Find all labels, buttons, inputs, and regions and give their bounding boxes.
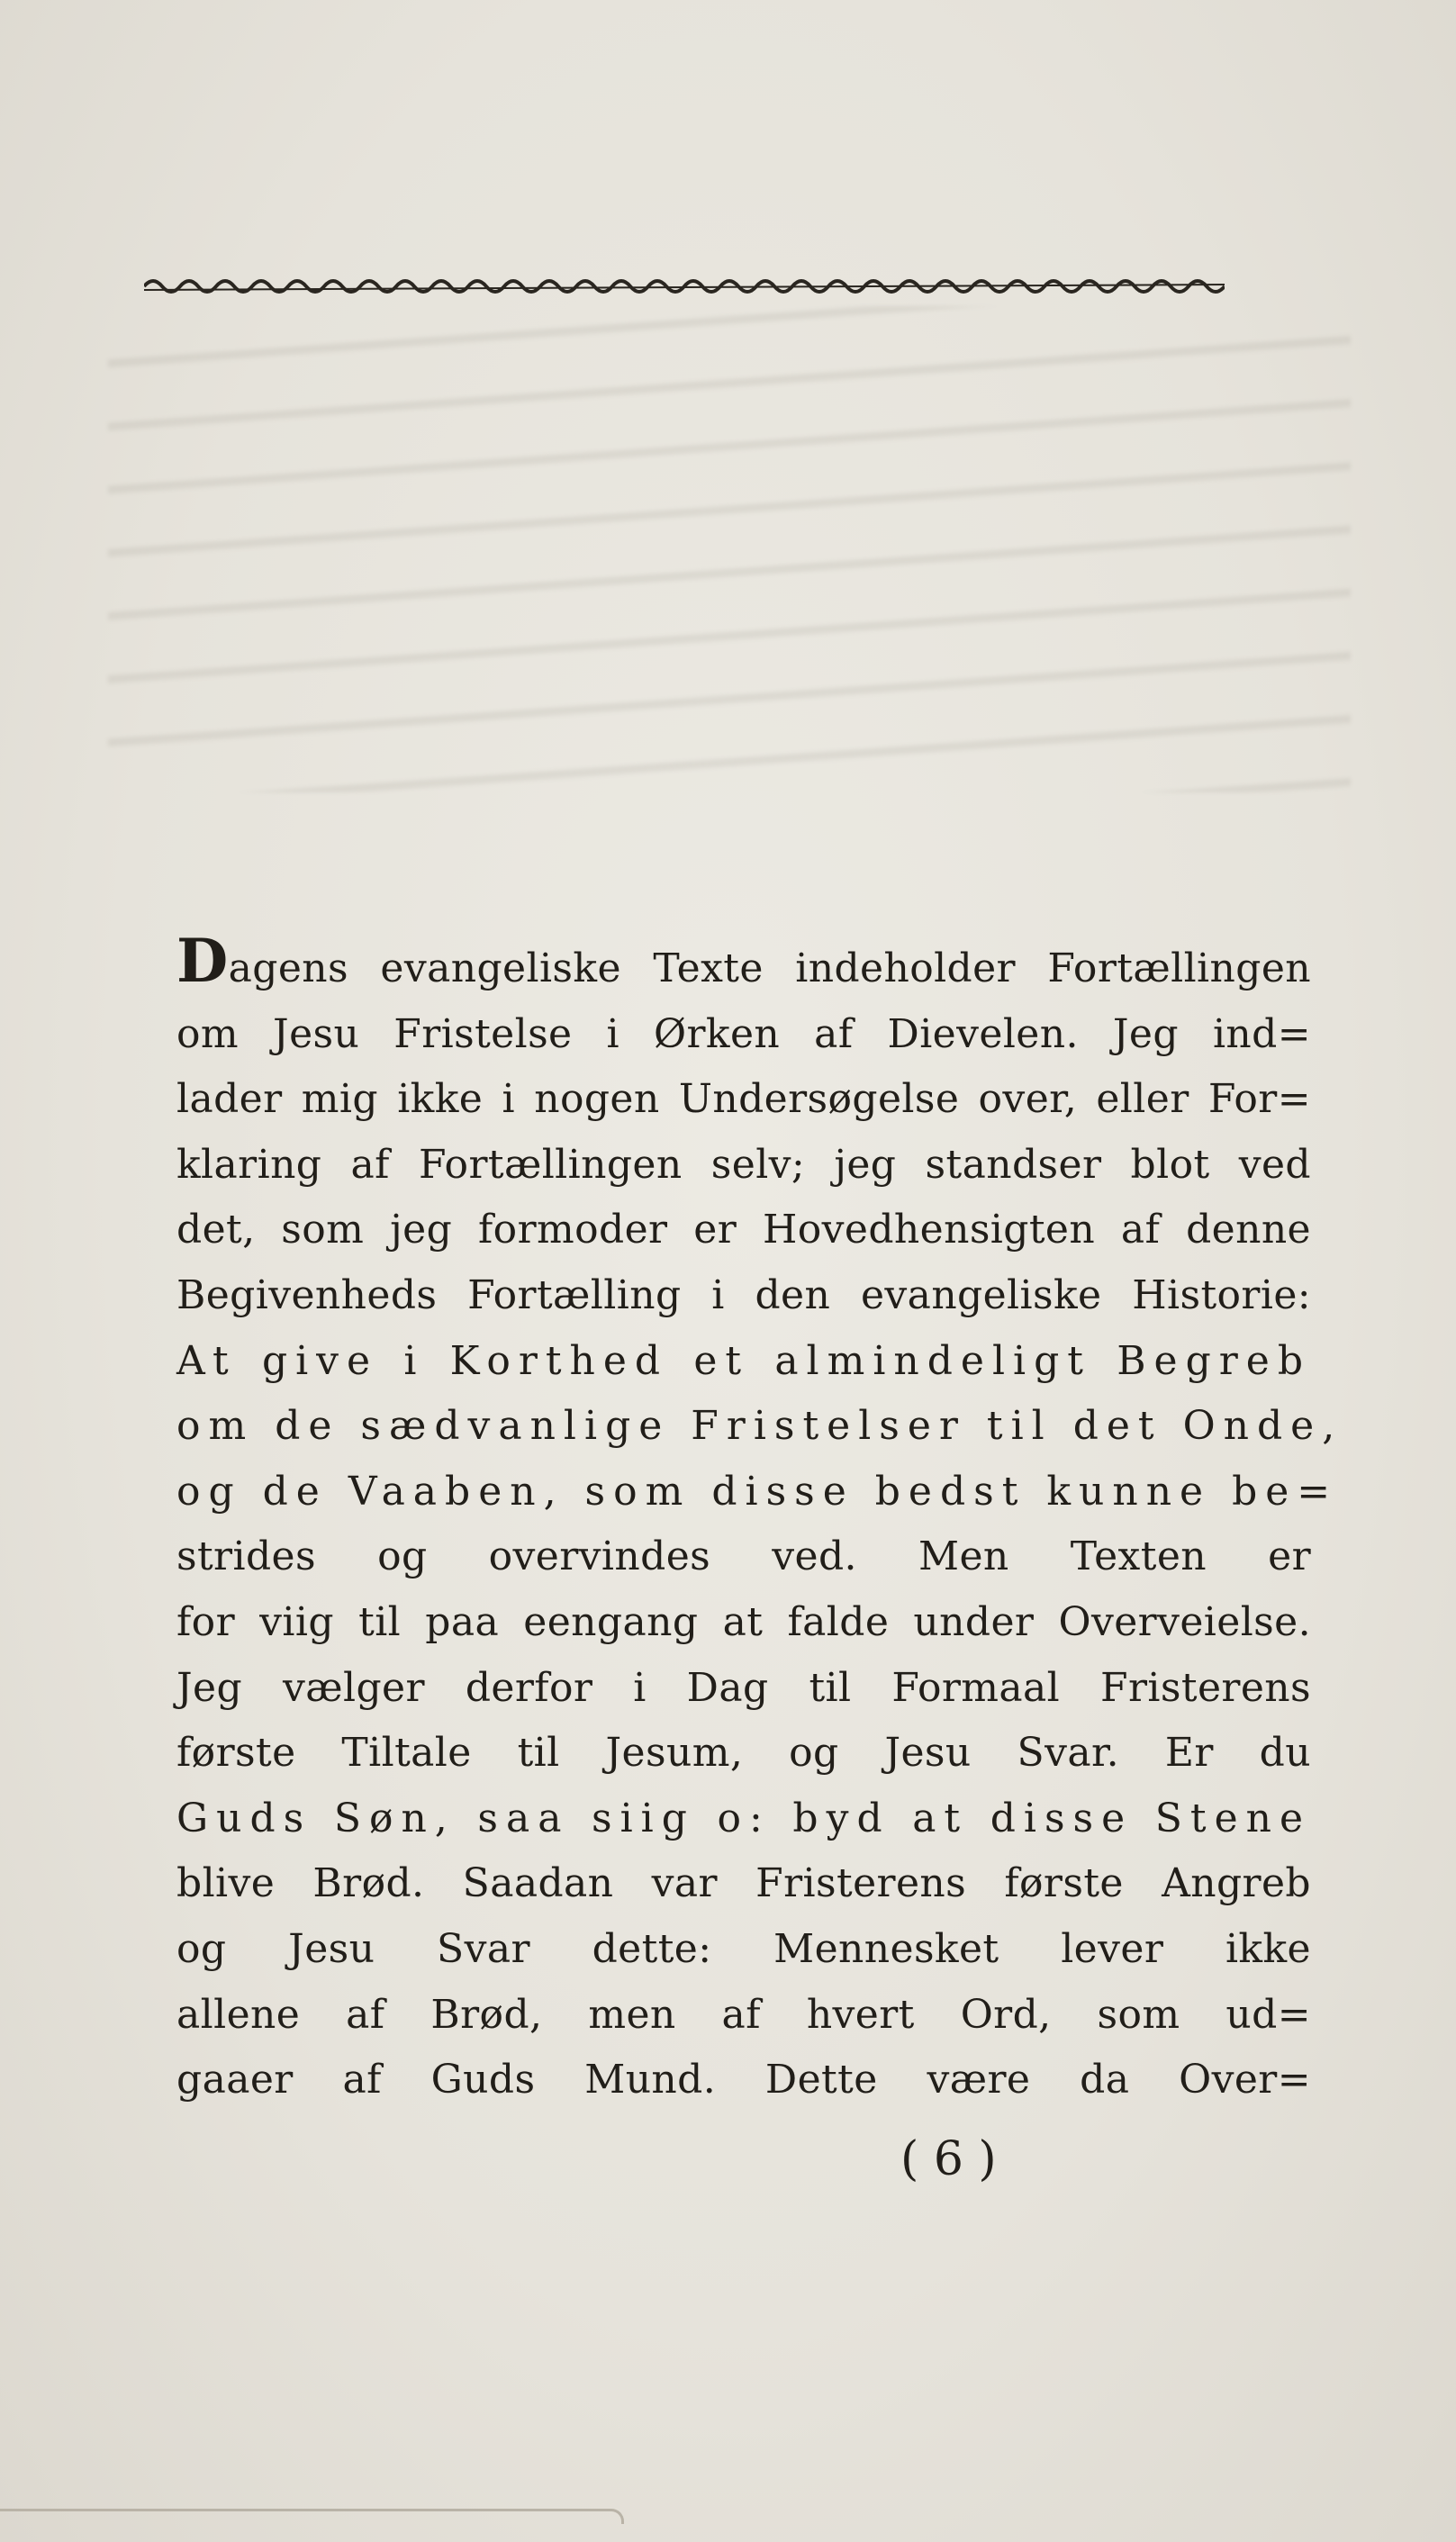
page-edge-shadow <box>0 2509 624 2524</box>
signature-mark: ( 6 ) <box>900 2132 997 2186</box>
text-line-1: Dagens evangeliske Texte indeholder Fortællingen <box>176 926 1311 996</box>
drop-cap: D <box>176 926 229 996</box>
text-line-7: At give i Korthed et almindeligt Begreb <box>176 1337 1311 1384</box>
text-line-13: første Tiltale til Jesum, og Jesu Svar. Er du <box>176 1730 1311 1777</box>
body-text <box>176 926 1343 2113</box>
text-line-15: blive Brød. Saadan var Fristerens første Angreb <box>176 1860 1311 1907</box>
text-line-9: og de Vaaben, som disse bedst kunne be= <box>176 1468 1339 1515</box>
text-line-10: strides og overvindes ved. Men Texten er <box>176 1533 1311 1580</box>
text-line-2: om Jesu Fristelse i Ørken af Dievelen. Jeg ind= <box>176 1010 1311 1057</box>
head-ornament-rule <box>144 267 1225 299</box>
text-line-17: allene af Brød, men af hvert Ord, som ud= <box>176 1991 1311 2038</box>
text-line-16: og Jesu Svar dette: Mennesket lever ikke <box>176 1925 1311 1972</box>
text-line-6: Begivenheds Fortælling i den evangeliske Historie: <box>176 1271 1311 1318</box>
text-line-11: for viig til paa eengang at falde under Overveielse. <box>176 1598 1311 1645</box>
text-line-3: lader mig ikke i nogen Undersøgelse over, eller For= <box>176 1076 1311 1123</box>
text-line-12: Jeg vælger derfor i Dag til Formaal Fristerens <box>176 1664 1311 1711</box>
text-line-14: Guds Søn, saa siig o: byd at disse Stene <box>176 1795 1311 1841</box>
text-line-5: det, som jeg formoder er Hovedhensigten af denne <box>176 1207 1311 1253</box>
text-line-18: gaaer af Guds Mund. Dette være da Over= <box>176 2057 1311 2103</box>
text-line-4: klaring af Fortællingen selv; jeg standser blot ved <box>176 1141 1311 1188</box>
text-line-8: om de sædvanlige Fristelser til det Onde, <box>176 1403 1343 1450</box>
bleed-through-text <box>108 306 1351 792</box>
